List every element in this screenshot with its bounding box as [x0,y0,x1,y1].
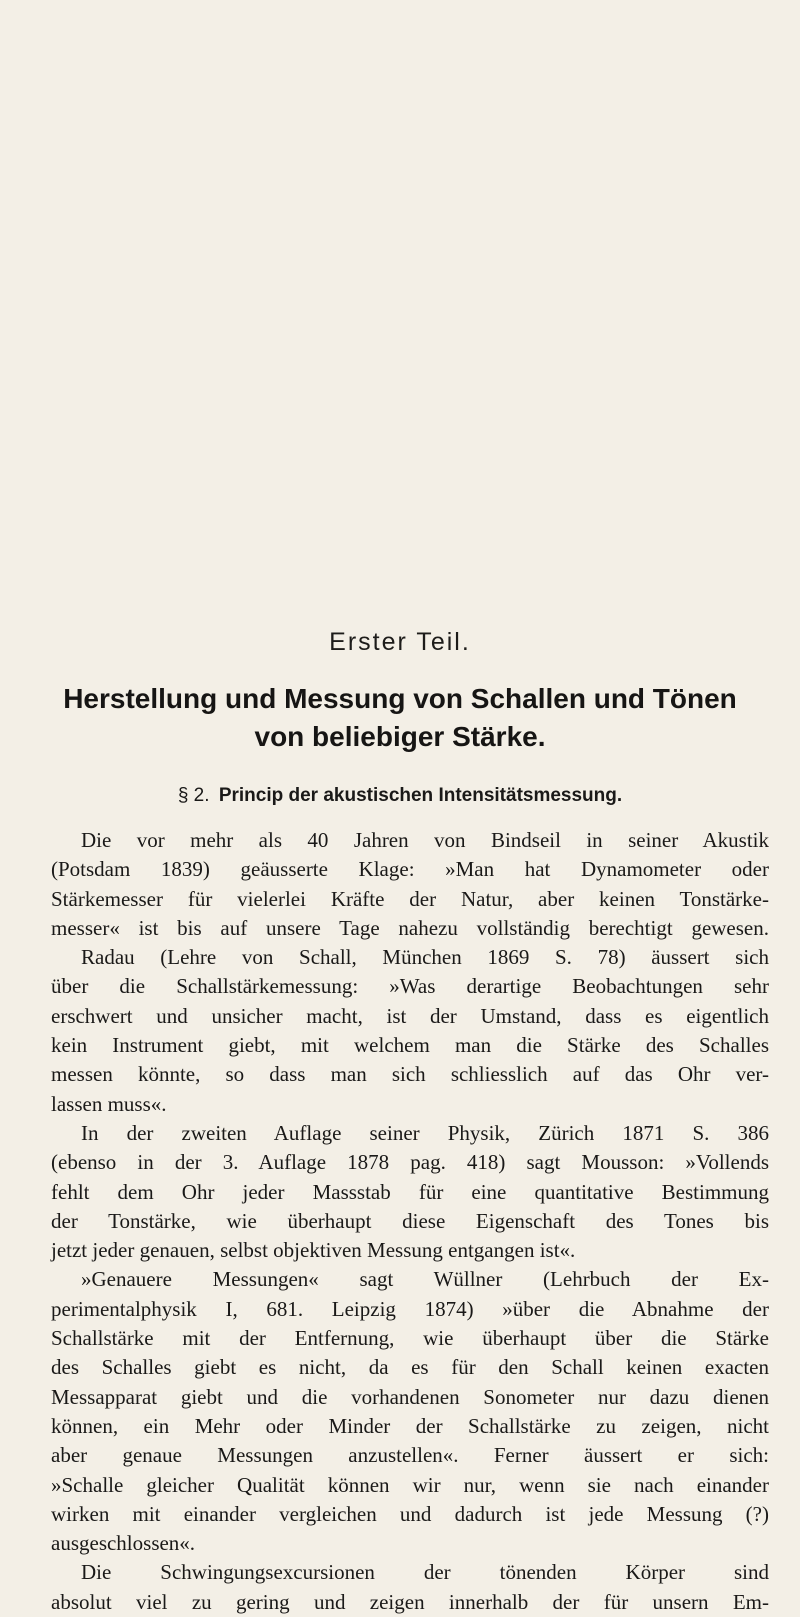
text-line: perimentalphysik I, 681. Leipzig 1874) »über die Abnahme der [51,1296,769,1321]
text-line: ausgeschlossen«. [51,1531,196,1556]
text-line: Die vor mehr als 40 Jahren von Bindseil in seiner Akustik [81,828,769,852]
text-line: jetzt jeder genauen, selbst objektiven Messung entgangen ist«. [51,1238,576,1263]
section-heading [0,785,800,807]
text-line: (ebenso in der 3. Auflage 1878 pag. 418) sagt Mousson: »Vollends [51,1150,769,1175]
text-line: fehlt dem Ohr jeder Massstab für eine quantitative Bestimmung [51,1179,769,1204]
text-line: der Tonstärke, wie überhaupt diese Eigenschaft des Tones bis [51,1208,769,1233]
text-line: wirken mit einander vergleichen und dadurch ist jede Messung (?) [51,1501,769,1526]
text-line: »Genauere Messungen« sagt Wüllner (Lehrbuch der Ex- [81,1267,769,1292]
text-line: Radau (Lehre von Schall, München 1869 S. 78) äussert sich [81,945,769,970]
text-line: können, ein Mehr oder Minder der Schallstärke zu zeigen, nicht [51,1413,769,1438]
text-line: des Schalles giebt es nicht, da es für den Schall keinen exacten [51,1355,769,1380]
section-number: § 2. [177,785,210,806]
text-line: über die Schallstärkemessung: »Was derartige Beobachtungen sehr [51,974,769,999]
text-line: Schallstärke mit der Entfernung, wie überhaupt über die Stärke [51,1326,769,1351]
text-line: Messapparat giebt und die vorhandenen Sonometer nur dazu dienen [51,1384,769,1409]
body-text [51,826,769,1617]
text-line: Die Schwingungsexcursionen der tönenden Körper sind [81,1560,769,1585]
text-line: erschwert und unsicher macht, ist der Umstand, dass es eigentlich [51,1003,769,1028]
text-line: messer« ist bis auf unsere Tage nahezu vollständig berechtigt gewesen. [51,915,769,940]
part-title: Erster Teil. [329,628,471,656]
chapter-heading-line-2: von beliebiger Stärke. [254,721,546,752]
text-line: Stärkemesser für vielerlei Kräfte der Natur, aber keinen Tonstärke- [51,886,769,911]
text-line: aber genaue Messungen anzustellen«. Ferner äussert er sich: [51,1443,769,1468]
text-line: messen könnte, so dass man sich schliesslich auf das Ohr ver- [51,1062,769,1087]
text-line: (Potsdam 1839) geäusserte Klage: »Man hat Dynamometer oder [51,857,769,882]
section-title: Princip der akustischen Intensitätsmessung. [218,785,623,806]
text-line: In der zweiten Auflage seiner Physik, Zürich 1871 S. 386 [81,1120,769,1145]
text-line: absolut viel zu gering und zeigen innerhalb der für unsern Em- [51,1589,769,1614]
text-line: kein Instrument giebt, mit welchem man die Stärke des Schalles [51,1033,769,1058]
chapter-heading-line-1: Herstellung und Messung von Schallen und Tönen [63,683,737,714]
chapter-heading [0,680,800,756]
text-line: »Schalle gleicher Qualität können wir nur, wenn sie nach einander [51,1472,769,1497]
text-line: lassen muss«. [51,1091,167,1116]
